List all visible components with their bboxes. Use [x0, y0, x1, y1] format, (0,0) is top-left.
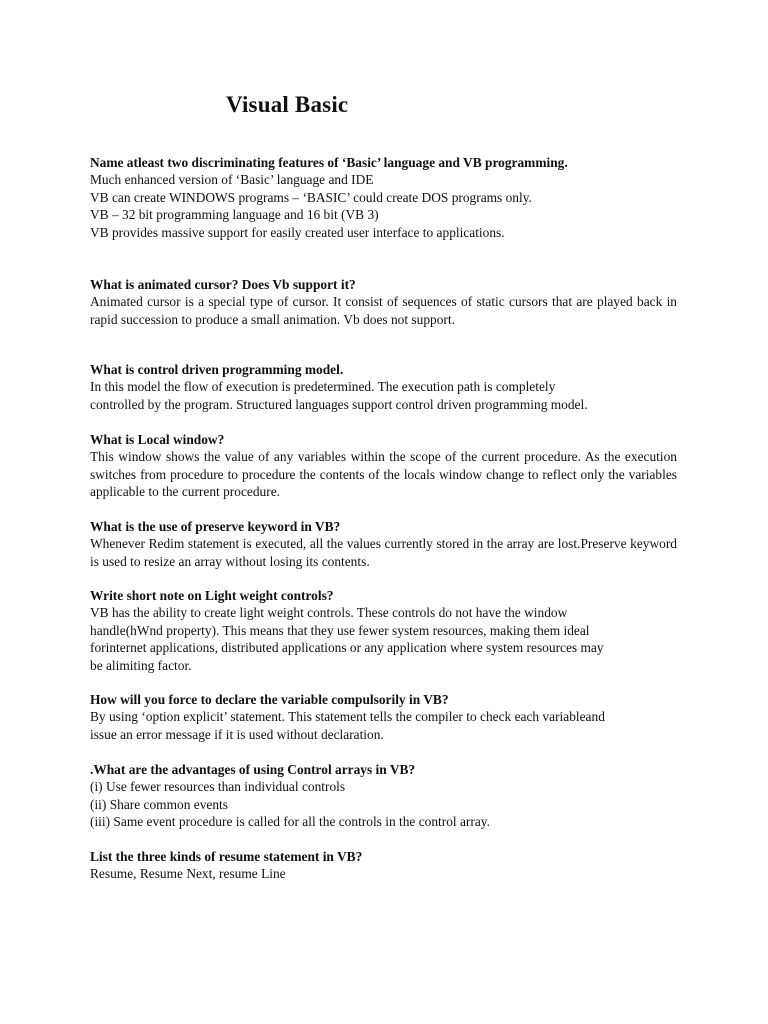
question-heading: How will you force to declare the variable compulsorily in VB? [90, 692, 449, 707]
qa-section-light-weight-controls [90, 587, 677, 674]
qa-section-option-explicit [90, 691, 677, 743]
qa-section-control-arrays [90, 761, 677, 831]
answer-line: In this model the flow of execution is predetermined. The execution path is completely [90, 379, 556, 395]
page-title: Visual Basic [226, 92, 349, 117]
answer-line: forinternet applications, distributed applications or any application where system resources may [90, 640, 604, 656]
question-heading: Write short note on Light weight controls? [90, 588, 334, 603]
answer-line: Much enhanced version of ‘Basic’ language and IDE [90, 172, 374, 188]
question-heading: What is animated cursor? Does Vb support it? [90, 277, 356, 292]
answer-line: By using ‘option explicit’ statement. This statement tells the compiler to check each variableand [90, 709, 605, 725]
answer-line: issue an error message if it is used without declaration. [90, 726, 384, 742]
qa-section-control-driven [90, 361, 677, 413]
qa-section-animated-cursor [90, 276, 677, 328]
question-heading: What is the use of preserve keyword in VB? [90, 519, 341, 534]
answer-line: Resume, Resume Next, resume Line [90, 866, 286, 882]
question-heading: What is Local window? [90, 432, 225, 447]
answer-line: VB can create WINDOWS programs – ‘BASIC’ could create DOS programs only. [90, 189, 532, 205]
question-heading: List the three kinds of resume statement in VB? [90, 849, 363, 864]
answer-line: (i) Use fewer resources than individual controls [90, 779, 346, 795]
answer-line: VB provides massive support for easily created user interface to applications. [90, 224, 505, 240]
question-heading: Name atleast two discriminating features of ‘Basic’ language and VB programming. [90, 155, 568, 170]
qa-section-resume-statement [90, 848, 677, 883]
qa-section-basic-vs-vb [90, 154, 677, 241]
question-heading: What is control driven programming model. [90, 362, 344, 377]
answer-paragraph: Whenever Redim statement is executed, all the values currently stored in the array are lost.Preserve keyword is used to resize an array without losing its contents. [90, 536, 677, 569]
question-heading: .What are the advantages of using Control arrays in VB? [90, 762, 416, 777]
answer-line: handle(hWnd property). This means that they use fewer system resources, making them ideal [90, 622, 590, 638]
answer-line: be alimiting factor. [90, 657, 192, 673]
answer-line: controlled by the program. Structured languages support control driven programming model. [90, 396, 588, 412]
qa-section-local-window [90, 431, 677, 501]
answer-paragraph: Animated cursor is a special type of cursor. It consist of sequences of static cursors that are played back in rapid succession to produce a small animation. Vb does not support. [90, 294, 677, 327]
answer-paragraph: This window shows the value of any variables within the scope of the current procedure. As the execution switches from procedure to procedure the contents of the locals window change to reflect only the variables applicable to the current procedure. [90, 449, 677, 500]
answer-line: (iii) Same event procedure is called for all the controls in the control array. [90, 814, 490, 830]
answer-line: VB has the ability to create light weight controls. These controls do not have the window [90, 605, 568, 621]
answer-line: (ii) Share common events [90, 796, 228, 812]
qa-section-preserve-keyword [90, 518, 677, 570]
answer-line: VB – 32 bit programming language and 16 bit (VB 3) [90, 207, 379, 223]
